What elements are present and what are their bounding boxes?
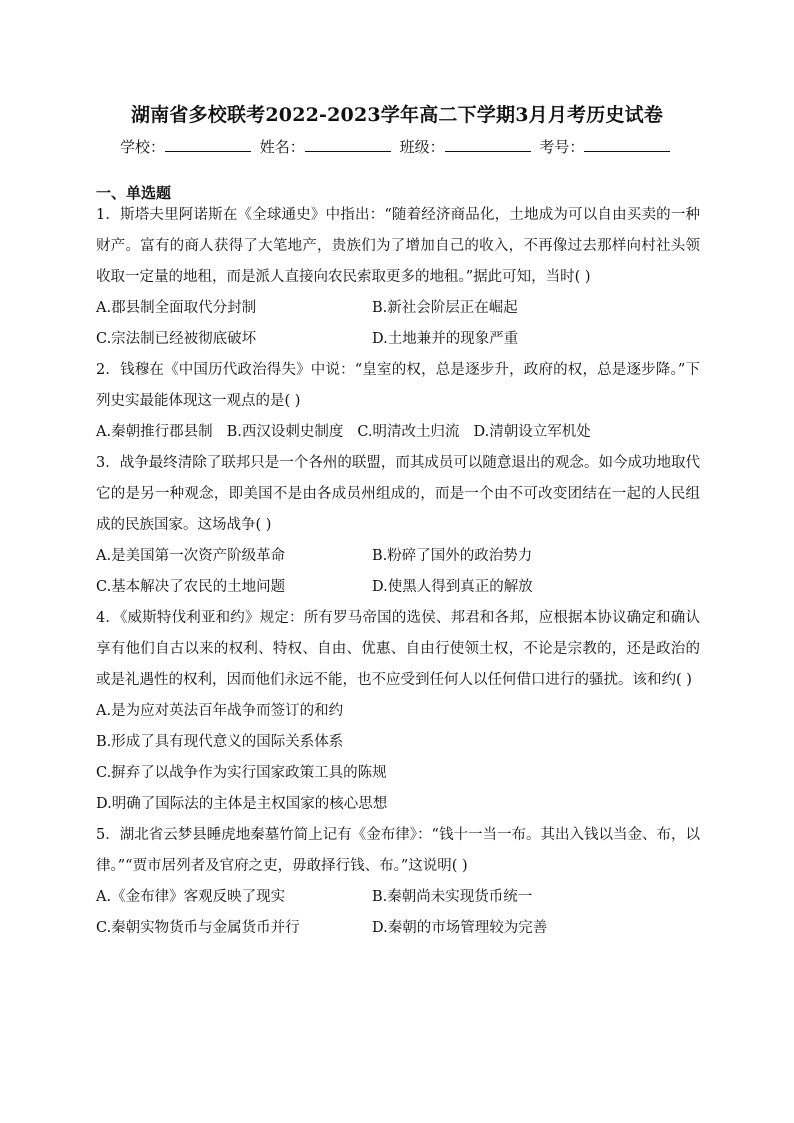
option-c[interactable]: C.基本解决了农民的土地问题 xyxy=(96,579,286,595)
option-d[interactable]: D.使黑人得到真正的解放 xyxy=(372,579,533,595)
option-row xyxy=(96,572,700,603)
exam-no-label: 考号： xyxy=(539,138,585,156)
section-heading: 一、单选题 xyxy=(96,184,172,202)
option-b[interactable]: B.粉碎了国外的政治势力 xyxy=(372,548,533,564)
option-c[interactable]: C.明清改土归流 xyxy=(357,424,460,440)
option-a[interactable]: A.是为应对英法百年战争而签订的和约 xyxy=(96,703,344,719)
page-title: 湖南省多校联考2022-2023学年高二下学期3月月考历史试卷 xyxy=(130,104,664,126)
question-stem: 3．战争最终清除了联邦只是一个各州的联盟，而其成员可以随意退出的观念。如今成功地取代它的是另一种观念，即美国不是由各成员州组成的，而是一个由不可改变团结在一起的人民组成的民族国家。这场战争( ) xyxy=(96,455,700,533)
question-4 xyxy=(96,603,700,820)
option-row xyxy=(96,293,700,324)
name-label: 姓名： xyxy=(259,138,305,156)
name-blank[interactable] xyxy=(305,137,391,152)
option-row xyxy=(96,417,700,448)
option-a[interactable]: A.郡县制全面取代分封制 xyxy=(96,300,257,316)
option-list xyxy=(96,696,700,820)
option-row xyxy=(96,324,700,355)
option-b[interactable]: B.西汉设刺史制度 xyxy=(226,424,344,440)
question-stem: 5．湖北省云梦县睡虎地秦墓竹简上记有《金布律》：“钱十一当一布。其出入钱以当金、布，以律。”“贾市居列者及官府之吏，毋敢择行钱、布。”这说明( ) xyxy=(96,827,700,874)
option-row xyxy=(96,882,700,913)
option-a[interactable]: A.是美国第一次资产阶级革命 xyxy=(96,548,286,564)
option-a[interactable]: A.《金布律》客观反映了现实 xyxy=(96,889,286,905)
option-row xyxy=(96,541,700,572)
option-b[interactable]: B.形成了具有现代意义的国际关系体系 xyxy=(96,734,344,750)
question-stem: 2．钱穆在《中国历代政治得失》中说：“皇室的权，总是逐步升，政府的权，总是逐步降。”下列史实最能体现这一观点的是( ) xyxy=(96,362,700,409)
option-c[interactable]: C.宗法制已经被彻底破坏 xyxy=(96,331,257,347)
school-label: 学校： xyxy=(120,138,166,156)
school-blank[interactable] xyxy=(165,137,251,152)
option-b[interactable]: B.新社会阶层正在崛起 xyxy=(372,300,518,316)
option-c[interactable]: C.摒弃了以战争作为实行国家政策工具的陈规 xyxy=(96,765,387,781)
question-2 xyxy=(96,355,700,448)
option-a[interactable]: A.秦朝推行郡县制 xyxy=(96,424,213,440)
option-d[interactable]: D.明确了国际法的主体是主权国家的核心思想 xyxy=(96,796,388,812)
question-stem: 4．《威斯特伐利亚和约》规定：所有罗马帝国的选侯、邦君和各邦，应根据本协议确定和确认享有他们自古以来的权利、特权、自由、优惠、自由行使领土权，不论是宗教的，还是政治的或是礼遇性的权利，因而他们永远不能，也不应受到任何人以任何借口进行的骚扰。该和约( ) xyxy=(96,610,700,688)
question-1 xyxy=(96,200,700,355)
questions-list xyxy=(96,200,700,944)
question-3 xyxy=(96,448,700,603)
exam-no-blank[interactable] xyxy=(584,137,670,152)
option-d[interactable]: D.秦朝的市场管理较为完善 xyxy=(372,920,548,936)
class-blank[interactable] xyxy=(445,137,531,152)
option-d[interactable]: D.土地兼并的现象严重 xyxy=(372,331,519,347)
option-row xyxy=(96,913,700,944)
question-5 xyxy=(96,820,700,944)
question-stem: 1．斯塔夫里阿诺斯在《全球通史》中指出：“随着经济商品化，土地成为可以自由买卖的一种财产。富有的商人获得了大笔地产，贵族们为了增加自己的收入，不再像过去那样向村社头领收取一定量的地租，而是派人直接向农民索取更多的地租。”据此可知，当时( ) xyxy=(96,207,700,285)
class-label: 班级： xyxy=(399,138,445,156)
student-info-line xyxy=(120,136,674,157)
option-b[interactable]: B.秦朝尚未实现货币统一 xyxy=(372,889,533,905)
option-d[interactable]: D.清朝设立军机处 xyxy=(473,424,591,440)
option-c[interactable]: C.秦朝实物货币与金属货币并行 xyxy=(96,920,300,936)
